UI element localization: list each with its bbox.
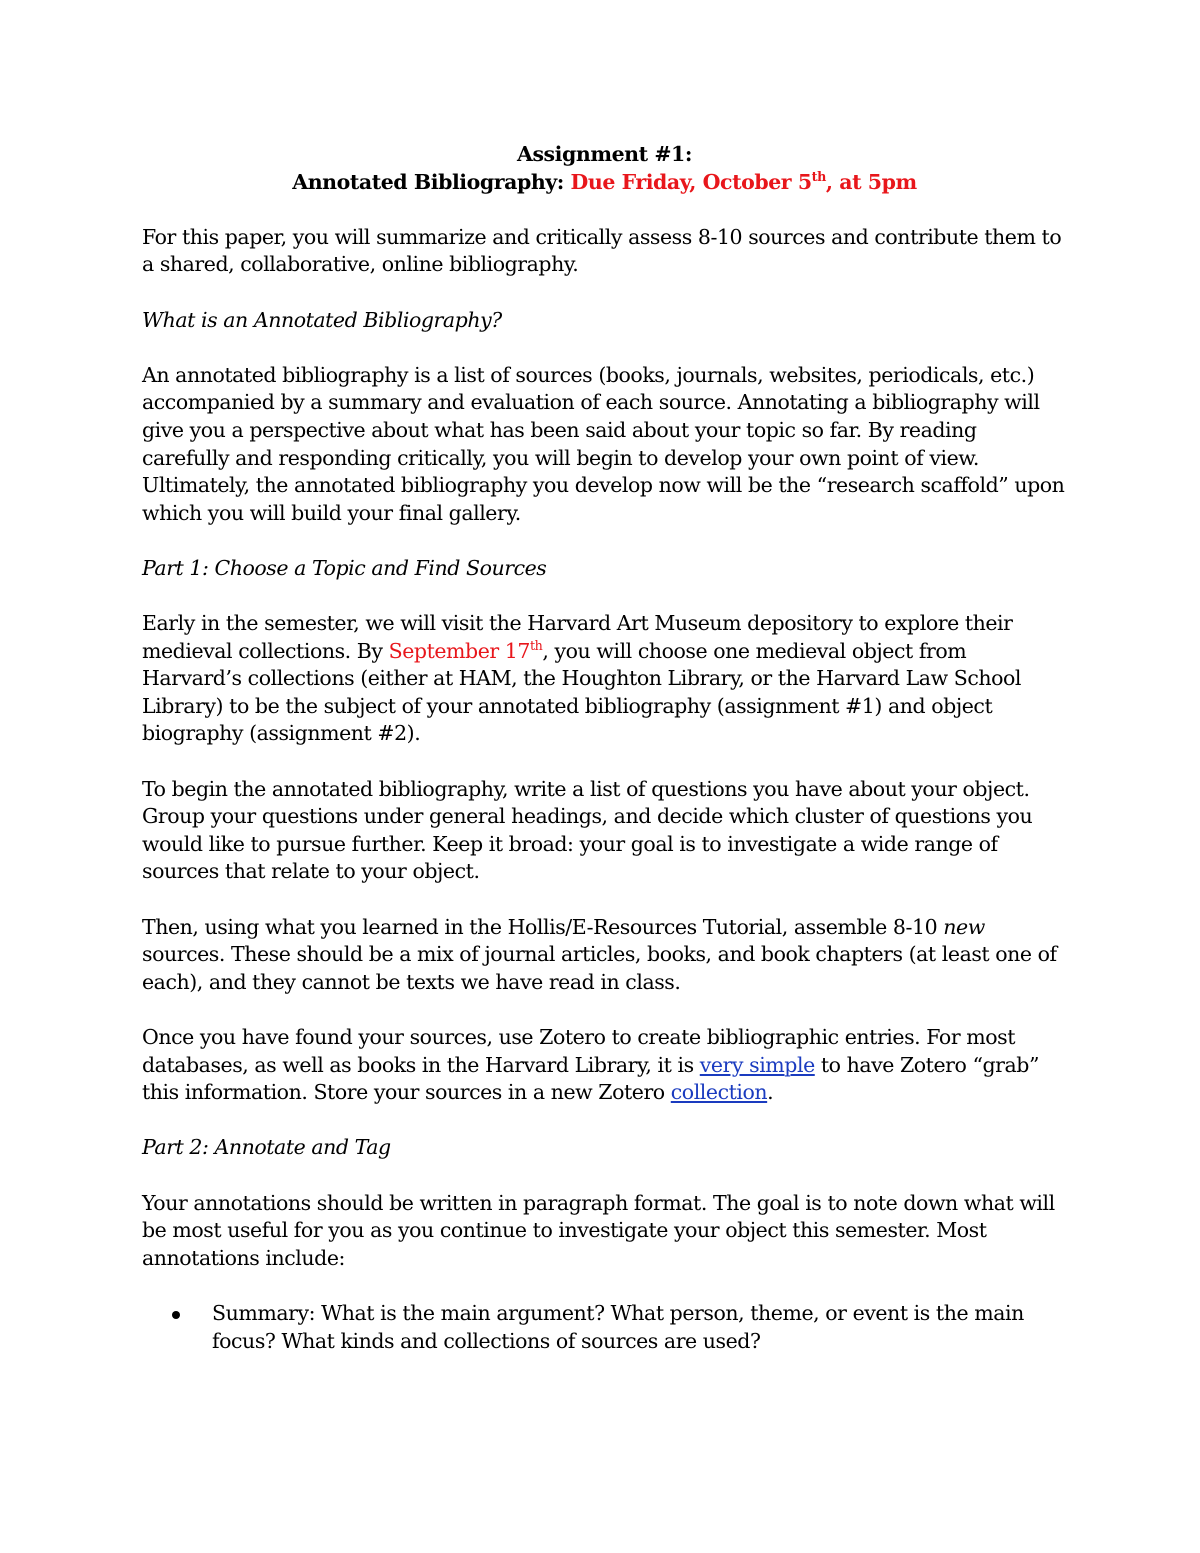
subtitle-prefix: Annotated Bibliography: (292, 169, 571, 194)
collection-link[interactable]: collection (670, 1080, 768, 1105)
assignment-subtitle (142, 169, 1067, 197)
due-date-suffix: th (811, 168, 826, 184)
selection-date-text: September 17 (388, 638, 530, 663)
selection-date-suffix: th (530, 637, 543, 653)
very-simple-link[interactable]: very simple (699, 1052, 815, 1077)
sources-paragraph (142, 914, 1067, 997)
selection-date (389, 639, 543, 663)
document-page (142, 141, 1067, 1355)
sources-text-a: Then, using what you learned in the Hollis/E-Resources Tutorial, assemble 8-10 (142, 914, 944, 939)
due-date-text: Due Friday, October 5 (570, 169, 812, 194)
section-heading-part-1: Part 1: Choose a Topic and Find Sources (142, 555, 547, 580)
topic-text-b: , you will choose one medieval object from Harvard’s collections (either at HAM, the Houghton Library, or the Harvard Law School Library) to be the subject of your annotated bibliography (assignment #1) and object biography (assignment #2). (142, 638, 1022, 746)
sources-emphasis: new (943, 914, 985, 939)
list-item-text: Summary: What is the main argument? What person, theme, or event is the main focus? What kinds and collections of sources are used? (212, 1300, 1024, 1353)
due-date (571, 170, 917, 194)
list-item (142, 1300, 1067, 1355)
topic-paragraph (142, 610, 1067, 748)
definition-paragraph: An annotated bibliography is a list of sources (books, journals, websites, periodicals, etc.) accompanied by a summary and evaluation of each source. Annotating a bibliography will give you a perspective about what has been said about your topic so far. By reading carefully and responding critically, you will begin to develop your own point of view. Ultimately, the annotated bibliography you develop now will be the “research scaffold” upon which you will build your final gallery. (142, 362, 1065, 525)
zotero-text-b: to have Zotero “grab” this information. Store your sources in a new Zotero (142, 1052, 1039, 1105)
bullet-icon (172, 1311, 180, 1319)
intro-paragraph: For this paper, you will summarize and critically assess 8-10 sources and contribute them to a shared, collaborative, online bibliography. (142, 224, 1062, 277)
section-heading-part-2: Part 2: Annotate and Tag (142, 1135, 391, 1160)
assignment-title: Assignment #1: (517, 142, 692, 166)
title-block (142, 141, 1067, 196)
topic-text-a: Early in the semester, we will visit the Harvard Art Museum depository to explore their medieval collections. By (142, 611, 1013, 663)
annotations-paragraph: Your annotations should be written in paragraph format. The goal is to note down what will be most useful for you as you continue to investigate your object this semester. Most annotations include: (142, 1190, 1055, 1270)
annotation-list (142, 1300, 1067, 1355)
questions-paragraph: To begin the annotated bibliography, write a list of questions you have about your object. Group your questions under general headings, and decide which cluster of questions you would like to pursue further. Keep it broad: your goal is to investigate a wide range of sources that relate to your object. (142, 776, 1033, 884)
zotero-text-c: . (767, 1080, 774, 1105)
zotero-text-a: Once you have found your sources, use Zotero to create bibliographic entries. For most databases, as well as books in the Harvard Library, it is (142, 1025, 1015, 1077)
zotero-paragraph (142, 1024, 1067, 1107)
section-heading-what-is: What is an Annotated Bibliography? (142, 307, 502, 332)
due-time: , at 5pm (825, 169, 917, 194)
sources-text-b: sources. These should be a mix of journal articles, books, and book chapters (at least one of each), and they cannot be texts we have read in class. (142, 942, 1057, 994)
